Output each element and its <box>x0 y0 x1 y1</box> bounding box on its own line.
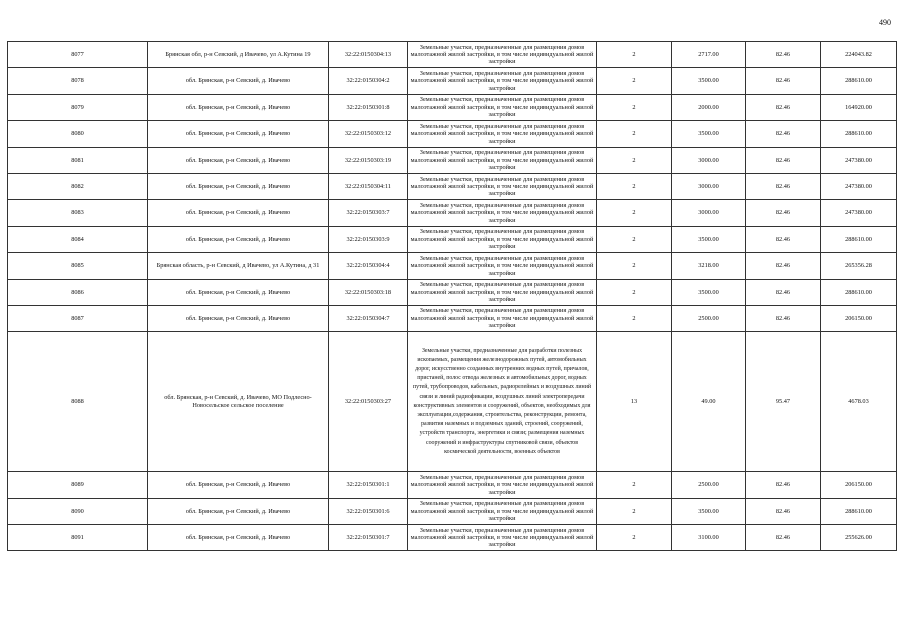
specific-value-cell: 95.47 <box>746 332 821 472</box>
specific-value-cell: 82.46 <box>746 253 821 279</box>
cadastral-number-cell: 32:22:0150303:12 <box>329 121 408 147</box>
record-number-cell: 8090 <box>8 498 148 524</box>
address-cell: обл. Брянская, р-н Севский, д. Ивачево <box>148 173 329 199</box>
cadastral-number-cell: 32:22:0150303:27 <box>329 332 408 472</box>
area-cell: 3000.00 <box>672 200 746 226</box>
use-group-cell: 2 <box>597 200 672 226</box>
area-cell: 3000.00 <box>672 147 746 173</box>
table-row <box>8 147 897 173</box>
area-cell: 3500.00 <box>672 498 746 524</box>
cadastral-number-cell: 32:22:0150304:4 <box>329 253 408 279</box>
permitted-use-cell: Земельные участки, предназначенные для размещения домов малоэтажной жилой застройки, в том числе индивидуальной жилой застройки <box>408 173 597 199</box>
area-cell: 3218.00 <box>672 253 746 279</box>
cadastral-number-cell: 32:22:0150304:2 <box>329 68 408 94</box>
cadastral-number-cell: 32:22:0150303:7 <box>329 200 408 226</box>
record-number-cell: 8078 <box>8 68 148 94</box>
permitted-use-cell: Земельные участки, предназначенные для размещения домов малоэтажной жилой застройки, в том числе индивидуальной жилой застройки <box>408 498 597 524</box>
cadastral-number-cell: 32:22:0150301:8 <box>329 94 408 120</box>
table-row <box>8 94 897 120</box>
table-row <box>8 173 897 199</box>
permitted-use-cell: Земельные участки, предназначенные для размещения домов малоэтажной жилой застройки, в том числе индивидуальной жилой застройки <box>408 226 597 252</box>
table-row <box>8 525 897 551</box>
cadastral-value-cell: 247380.00 <box>821 200 897 226</box>
record-number-cell: 8087 <box>8 305 148 331</box>
address-cell: обл. Брянская, р-н Севский, д. Ивачево <box>148 226 329 252</box>
cadastral-value-cell: 247380.00 <box>821 173 897 199</box>
permitted-use-cell: Земельные участки, предназначенные для размещения домов малоэтажной жилой застройки, в том числе индивидуальной жилой застройки <box>408 68 597 94</box>
table-row <box>8 472 897 498</box>
use-group-cell: 2 <box>597 226 672 252</box>
permitted-use-cell: Земельные участки, предназначенные для размещения домов малоэтажной жилой застройки, в том числе индивидуальной жилой застройки <box>408 42 597 68</box>
address-cell: обл. Брянская, р-н Севский, д. Ивачево <box>148 498 329 524</box>
page-number: 490 <box>879 18 891 27</box>
specific-value-cell: 82.46 <box>746 226 821 252</box>
use-group-cell: 2 <box>597 121 672 147</box>
cadastral-number-cell: 32:22:0150303:19 <box>329 147 408 173</box>
table-row <box>8 253 897 279</box>
area-cell: 2717.00 <box>672 42 746 68</box>
land-registry-table <box>7 41 897 551</box>
specific-value-cell: 82.46 <box>746 200 821 226</box>
specific-value-cell: 82.46 <box>746 173 821 199</box>
address-cell: обл. Брянская, р-н Севский, д. Ивачево <box>148 121 329 147</box>
address-cell: обл. Брянская, р-н Севский, д. Ивачево <box>148 305 329 331</box>
permitted-use-cell: Земельные участки, предназначенные для размещения домов малоэтажной жилой застройки, в том числе индивидуальной жилой застройки <box>408 94 597 120</box>
address-cell: обл. Брянская, р-н Севский, д. Ивачево <box>148 279 329 305</box>
address-cell: обл. Брянская, р-н Севский, д. Ивачево, МО Подлесно-Новосельское сельское поселение <box>148 332 329 472</box>
permitted-use-cell: Земельные участки, предназначенные для размещения домов малоэтажной жилой застройки, в том числе индивидуальной жилой застройки <box>408 200 597 226</box>
cadastral-number-cell: 32:22:0150304:7 <box>329 305 408 331</box>
record-number-cell: 8079 <box>8 94 148 120</box>
use-group-cell: 2 <box>597 173 672 199</box>
use-group-cell: 2 <box>597 253 672 279</box>
record-number-cell: 8091 <box>8 525 148 551</box>
registry-body <box>8 42 897 551</box>
specific-value-cell: 82.46 <box>746 305 821 331</box>
area-cell: 2500.00 <box>672 472 746 498</box>
permitted-use-cell: Земельные участки, предназначенные для размещения домов малоэтажной жилой застройки, в том числе индивидуальной жилой застройки <box>408 525 597 551</box>
cadastral-value-cell: 206150.00 <box>821 305 897 331</box>
record-number-cell: 8083 <box>8 200 148 226</box>
cadastral-value-cell: 247380.00 <box>821 147 897 173</box>
cadastral-number-cell: 32:22:0150301:6 <box>329 498 408 524</box>
permitted-use-cell: Земельные участки, предназначенные для размещения домов малоэтажной жилой застройки, в том числе индивидуальной жилой застройки <box>408 147 597 173</box>
address-cell: обл. Брянская, р-н Севский, д. Ивачево <box>148 94 329 120</box>
specific-value-cell: 82.46 <box>746 279 821 305</box>
table-row <box>8 42 897 68</box>
permitted-use-cell: Земельные участки, предназначенные для размещения домов малоэтажной жилой застройки, в том числе индивидуальной жилой застройки <box>408 121 597 147</box>
area-cell: 3100.00 <box>672 525 746 551</box>
cadastral-value-cell: 288610.00 <box>821 121 897 147</box>
specific-value-cell: 82.46 <box>746 472 821 498</box>
specific-value-cell: 82.46 <box>746 68 821 94</box>
address-cell: обл. Брянская, р-н Севский, д. Ивачево <box>148 525 329 551</box>
cadastral-value-cell: 255626.00 <box>821 525 897 551</box>
table-row <box>8 226 897 252</box>
cadastral-number-cell: 32:22:0150301:7 <box>329 525 408 551</box>
area-cell: 49.00 <box>672 332 746 472</box>
permitted-use-cell: Земельные участки, предназначенные для размещения домов малоэтажной жилой застройки, в том числе индивидуальной жилой застройки <box>408 253 597 279</box>
use-group-cell: 2 <box>597 147 672 173</box>
record-number-cell: 8082 <box>8 173 148 199</box>
record-number-cell: 8081 <box>8 147 148 173</box>
record-number-cell: 8077 <box>8 42 148 68</box>
cadastral-value-cell: 288610.00 <box>821 279 897 305</box>
permitted-use-cell: Земельные участки, предназначенные для размещения домов малоэтажной жилой застройки, в том числе индивидуальной жилой застройки <box>408 279 597 305</box>
record-number-cell: 8084 <box>8 226 148 252</box>
cadastral-number-cell: 32:22:0150304:11 <box>329 173 408 199</box>
use-group-cell: 2 <box>597 305 672 331</box>
record-number-cell: 8089 <box>8 472 148 498</box>
record-number-cell: 8085 <box>8 253 148 279</box>
cadastral-value-cell: 288610.00 <box>821 68 897 94</box>
area-cell: 2000.00 <box>672 94 746 120</box>
specific-value-cell: 82.46 <box>746 42 821 68</box>
cadastral-number-cell: 32:22:0150304:13 <box>329 42 408 68</box>
specific-value-cell: 82.46 <box>746 121 821 147</box>
table-row <box>8 121 897 147</box>
cadastral-value-cell: 206150.00 <box>821 472 897 498</box>
cadastral-number-cell: 32:22:0150301:1 <box>329 472 408 498</box>
specific-value-cell: 82.46 <box>746 498 821 524</box>
table-row <box>8 305 897 331</box>
cadastral-value-cell: 265356.28 <box>821 253 897 279</box>
address-cell: обл. Брянская, р-н Севский, д. Ивачево <box>148 200 329 226</box>
table-row <box>8 498 897 524</box>
permitted-use-cell: Земельные участки, предназначенные для размещения домов малоэтажной жилой застройки, в том числе индивидуальной жилой застройки <box>408 472 597 498</box>
address-cell: Брянская область, р-н Севский, д Ивачево, ул А.Кутина, д 31 <box>148 253 329 279</box>
area-cell: 3500.00 <box>672 68 746 94</box>
address-cell: обл. Брянская, р-н Севский, д. Ивачево <box>148 68 329 94</box>
use-group-cell: 2 <box>597 525 672 551</box>
permitted-use-cell: Земельные участки, предназначенные для размещения домов малоэтажной жилой застройки, в том числе индивидуальной жилой застройки <box>408 305 597 331</box>
area-cell: 2500.00 <box>672 305 746 331</box>
use-group-cell: 2 <box>597 472 672 498</box>
specific-value-cell: 82.46 <box>746 525 821 551</box>
cadastral-value-cell: 288610.00 <box>821 498 897 524</box>
permitted-use-cell: Земельные участки, предназначенные для разработки полезных ископаемых, размещения железнодорожных путей, автомобильных дорог, искусственно созданных внутренних водных путей, причалов, пристаней, полос отвода железных и автомобильных дорог, водных путей, трубопроводов, кабельных, радиорелейных и воздушных линий связи и линий радиофикации, воздушных линий электропередачи конструктивных элементов и сооружений, объектов, необходимых для эксплуатации,содержания, строительства, реконструкции, ремонта, развития наземных и подземных зданий, строений, сооружений, устройств транспорта, энергетики и связи; размещения наземных сооружений и инфраструктуры спутниковой связи, объектов космической деятельности, военных объектов <box>408 332 597 472</box>
use-group-cell: 2 <box>597 94 672 120</box>
table-row <box>8 332 897 472</box>
use-group-cell: 2 <box>597 68 672 94</box>
cadastral-value-cell: 4678.03 <box>821 332 897 472</box>
area-cell: 3500.00 <box>672 279 746 305</box>
use-group-cell: 13 <box>597 332 672 472</box>
table-row <box>8 200 897 226</box>
address-cell: обл. Брянская, р-н Севский, д. Ивачево <box>148 472 329 498</box>
table-row <box>8 68 897 94</box>
area-cell: 3500.00 <box>672 121 746 147</box>
address-cell: обл. Брянская, р-н Севский, д. Ивачево <box>148 147 329 173</box>
specific-value-cell: 82.46 <box>746 147 821 173</box>
cadastral-value-cell: 164920.00 <box>821 94 897 120</box>
use-group-cell: 2 <box>597 498 672 524</box>
cadastral-value-cell: 224043.82 <box>821 42 897 68</box>
record-number-cell: 8088 <box>8 332 148 472</box>
cadastral-number-cell: 32:22:0150303:18 <box>329 279 408 305</box>
record-number-cell: 8080 <box>8 121 148 147</box>
specific-value-cell: 82.46 <box>746 94 821 120</box>
area-cell: 3500.00 <box>672 226 746 252</box>
record-number-cell: 8086 <box>8 279 148 305</box>
area-cell: 3000.00 <box>672 173 746 199</box>
use-group-cell: 2 <box>597 42 672 68</box>
cadastral-value-cell: 288610.00 <box>821 226 897 252</box>
cadastral-number-cell: 32:22:0150303:9 <box>329 226 408 252</box>
use-group-cell: 2 <box>597 279 672 305</box>
table-row <box>8 279 897 305</box>
address-cell: Брянская обл, р-н Севский, д Ивачево, ул А.Кутина 19 <box>148 42 329 68</box>
